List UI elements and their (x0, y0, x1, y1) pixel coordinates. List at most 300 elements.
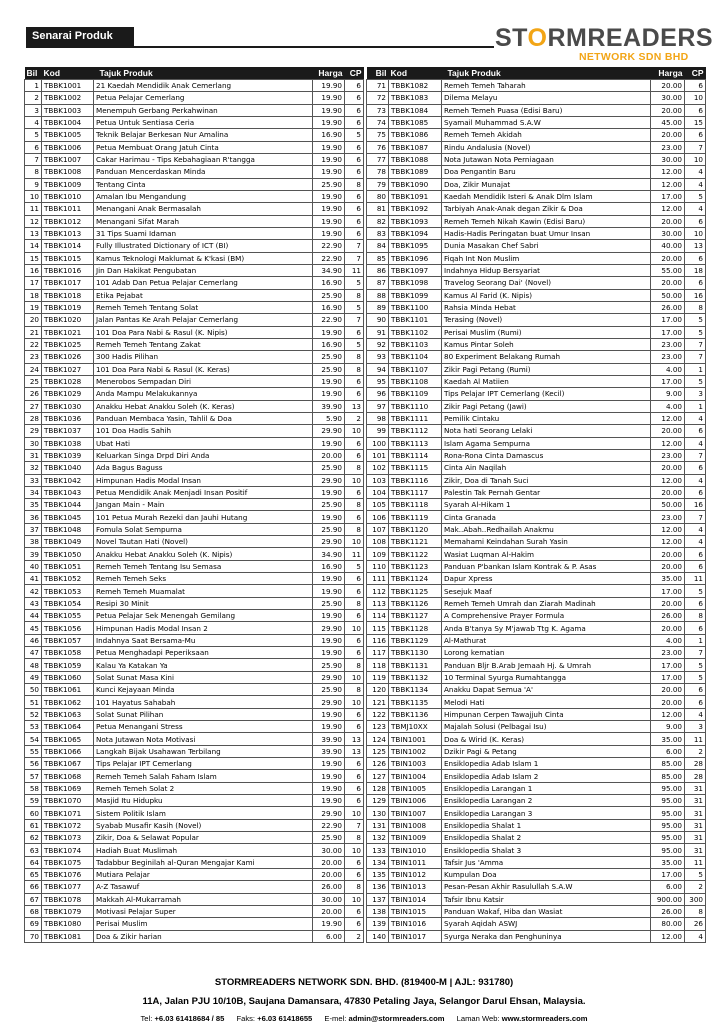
logo-subtitle: NETWORK SDN BHD (579, 51, 689, 63)
cell-kod: TBBK1055 (42, 610, 94, 622)
cell-tajuk: 10 Terminal Syurga Rumahtangga (442, 671, 651, 683)
cell-kod: TBBK1115 (389, 462, 442, 474)
col-header-bil: Bil (367, 67, 389, 80)
cell-bil: 94 (367, 363, 389, 375)
table-row (367, 80, 706, 92)
col-header-kod: Kod (42, 67, 94, 80)
table-row (367, 289, 706, 301)
table-row (367, 869, 706, 881)
cell-bil: 2 (25, 92, 42, 104)
cell-harga: 19.90 (313, 585, 345, 597)
cell-harga: 29.90 (313, 807, 345, 819)
cell-tajuk: Doa Pengantin Baru (442, 166, 651, 178)
cell-bil: 57 (25, 770, 42, 782)
cell-bil: 79 (367, 178, 389, 190)
cell-cp: 6 (345, 486, 364, 498)
cell-cp: 4 (685, 930, 706, 942)
cell-harga: 25.90 (313, 659, 345, 671)
cell-harga: 20.00 (313, 905, 345, 917)
cell-cp: 8 (345, 597, 364, 609)
cell-kod: TBBK1074 (42, 844, 94, 856)
cell-kod: TBBK1089 (389, 166, 442, 178)
cell-kod: TBBK1107 (389, 363, 442, 375)
table-row (25, 573, 364, 585)
cell-cp: 7 (345, 314, 364, 326)
cell-tajuk: Remeh Temeh Solat 2 (94, 782, 313, 794)
table-row (367, 301, 706, 313)
cell-kod: TBBK1127 (389, 610, 442, 622)
table-row (25, 708, 364, 720)
cell-kod: TBBK1054 (42, 597, 94, 609)
cell-cp: 4 (685, 708, 706, 720)
cell-tajuk: Makkah Al-Mukarramah (94, 893, 313, 905)
cell-bil: 17 (25, 277, 42, 289)
cell-bil: 80 (367, 190, 389, 202)
table-row (367, 437, 706, 449)
cell-bil: 122 (367, 708, 389, 720)
cell-kod: TBBK1124 (389, 573, 442, 585)
cell-tajuk: Kamus Al Farid (K. Nipis) (442, 289, 651, 301)
cell-cp: 3 (685, 388, 706, 400)
cell-tajuk: Hadis-Hadis Peringatan buat Umur Insan (442, 227, 651, 239)
cell-kod: TBBK1011 (42, 203, 94, 215)
cell-tajuk: Ensiklopedia Larangan 1 (442, 782, 651, 794)
cell-bil: 109 (367, 548, 389, 560)
cell-cp: 6 (345, 708, 364, 720)
cell-bil: 67 (25, 893, 42, 905)
cell-cp: 11 (685, 573, 706, 585)
cell-harga: 19.90 (313, 388, 345, 400)
table-row (25, 80, 364, 92)
cell-kod: TBBK1005 (42, 129, 94, 141)
table-row (25, 930, 364, 942)
cell-bil: 36 (25, 511, 42, 523)
cell-harga: 12.00 (651, 166, 685, 178)
col-header-cp: CP (685, 67, 706, 80)
cell-cp: 4 (685, 203, 706, 215)
cell-harga: 20.00 (313, 856, 345, 868)
cell-kod: TBBK1045 (42, 511, 94, 523)
cell-tajuk: Amalan Ibu Mengandung (94, 190, 313, 202)
cell-kod: TBBK1044 (42, 499, 94, 511)
cell-tajuk: Tips Pelajar IPT Cemerlang (94, 758, 313, 770)
cell-harga: 29.90 (313, 425, 345, 437)
cell-harga: 35.00 (651, 733, 685, 745)
cell-harga: 20.00 (651, 560, 685, 572)
cell-kod: TBIN1010 (389, 844, 442, 856)
cell-cp: 18 (685, 264, 706, 276)
table-row (25, 819, 364, 831)
section-title: Senarai Produk (32, 30, 113, 42)
cell-harga: 25.90 (313, 523, 345, 535)
table-row (25, 585, 364, 597)
cell-cp: 8 (345, 499, 364, 511)
cell-cp: 6 (685, 462, 706, 474)
cell-harga: 22.90 (313, 314, 345, 326)
cell-cp: 5 (685, 314, 706, 326)
cell-kod: TBIN1006 (389, 795, 442, 807)
cell-tajuk: Zikir Pagi Petang (Rumi) (442, 363, 651, 375)
table-row (367, 782, 706, 794)
cell-harga: 12.00 (651, 203, 685, 215)
cell-kod: TBBK1128 (389, 622, 442, 634)
cell-bil: 6 (25, 141, 42, 153)
header-rule (26, 46, 494, 48)
cell-harga: 40.00 (651, 240, 685, 252)
cell-harga: 19.90 (313, 634, 345, 646)
cell-bil: 118 (367, 659, 389, 671)
cell-kod: TBIN1003 (389, 758, 442, 770)
cell-harga: 19.90 (313, 166, 345, 178)
cell-harga: 4.00 (651, 400, 685, 412)
cell-harga: 19.90 (313, 153, 345, 165)
cell-bil: 72 (367, 92, 389, 104)
cell-harga: 19.90 (313, 573, 345, 585)
cell-cp: 5 (345, 338, 364, 350)
col-header-bil: Bil (25, 67, 42, 80)
cell-cp: 13 (345, 733, 364, 745)
cell-bil: 38 (25, 536, 42, 548)
cell-cp: 5 (685, 869, 706, 881)
table-row (25, 203, 364, 215)
cell-harga: 17.00 (651, 869, 685, 881)
cell-kod: TBBK1077 (42, 881, 94, 893)
cell-kod: TBBK1040 (42, 462, 94, 474)
cell-bil: 12 (25, 215, 42, 227)
cell-kod: TBBK1060 (42, 671, 94, 683)
cell-kod: TBBK1048 (42, 523, 94, 535)
cell-harga: 95.00 (651, 844, 685, 856)
cell-kod: TBBK1110 (389, 400, 442, 412)
table-row (367, 264, 706, 276)
cell-bil: 102 (367, 462, 389, 474)
cell-cp: 10 (345, 844, 364, 856)
cell-harga: 16.90 (313, 277, 345, 289)
cell-tajuk: Indahnya Hidup Bersyariat (442, 264, 651, 276)
table-row (25, 363, 364, 375)
cell-cp: 7 (685, 141, 706, 153)
cell-kod: TBBK1085 (389, 116, 442, 128)
cell-tajuk: Rona-Rona Cinta Damascus (442, 449, 651, 461)
cell-cp: 6 (345, 610, 364, 622)
footer-contact (0, 1014, 728, 1023)
table-row (367, 893, 706, 905)
table-row (25, 696, 364, 708)
cell-tajuk: Anakku Dapat Semua 'A' (442, 684, 651, 696)
cell-tajuk: Hadiah Buat Muslimah (94, 844, 313, 856)
cell-bil: 9 (25, 178, 42, 190)
cell-cp: 13 (345, 745, 364, 757)
cell-harga: 5.90 (313, 412, 345, 424)
cell-tajuk: Zikir, Doa & Selawat Popular (94, 832, 313, 844)
cell-kod: TBIN1002 (389, 745, 442, 757)
cell-tajuk: 31 Tips Suami Idaman (94, 227, 313, 239)
cell-tajuk: Panduan Membaca Yasin, Tahlil & Doa (94, 412, 313, 424)
cell-tajuk: Remeh Temeh Salah Faham Islam (94, 770, 313, 782)
cell-cp: 6 (685, 560, 706, 572)
cell-bil: 107 (367, 523, 389, 535)
table-row (25, 893, 364, 905)
cell-kod: TBBK1075 (42, 856, 94, 868)
cell-cp: 5 (345, 277, 364, 289)
table-row (367, 240, 706, 252)
table-row (25, 844, 364, 856)
cell-bil: 92 (367, 338, 389, 350)
table-row (25, 104, 364, 116)
cell-cp: 1 (685, 400, 706, 412)
cell-bil: 93 (367, 351, 389, 363)
table-row (25, 869, 364, 881)
cell-tajuk: Masjid Itu Hidupku (94, 795, 313, 807)
cell-kod: TBBK1063 (42, 708, 94, 720)
cell-tajuk: Dilema Melayu (442, 92, 651, 104)
cell-tajuk: 101 Doa Para Nabi & Rasul (K. Keras) (94, 363, 313, 375)
cell-tajuk: Syarah Al-Hikam 1 (442, 499, 651, 511)
cell-harga: 12.00 (651, 523, 685, 535)
cell-tajuk: Novel Tautan Hati (Novel) (94, 536, 313, 548)
cell-tajuk: Kalau Ya Katakan Ya (94, 659, 313, 671)
cell-harga: 26.00 (651, 301, 685, 313)
footer-address: 11A, Jalan PJU 10/10B, Saujana Damansara, 47830 Petaling Jaya, Selangor Darul Ehsan, Malaysia. (142, 996, 586, 1007)
cell-kod: TBBK1132 (389, 671, 442, 683)
cell-tajuk: Zikir Pagi Petang (Jawi) (442, 400, 651, 412)
cell-tajuk: Remeh Temeh Tentang Isu Semasa (94, 560, 313, 572)
cell-kod: TBBK1123 (389, 560, 442, 572)
web-label: Laman Web: (456, 1014, 500, 1023)
cell-harga: 12.00 (651, 412, 685, 424)
cell-cp: 11 (685, 856, 706, 868)
cell-cp: 10 (345, 893, 364, 905)
cell-tajuk: Wasiat Luqman Al-Hakim (442, 548, 651, 560)
cell-harga: 25.90 (313, 363, 345, 375)
cell-kod: TBIN1017 (389, 930, 442, 942)
cell-harga: 85.00 (651, 770, 685, 782)
cell-bil: 59 (25, 795, 42, 807)
cell-tajuk: Perisai Muslim (Rumi) (442, 326, 651, 338)
cell-cp: 6 (345, 918, 364, 930)
cell-harga: 12.00 (651, 536, 685, 548)
cell-cp: 6 (345, 166, 364, 178)
table-row (367, 721, 706, 733)
cell-harga: 55.00 (651, 264, 685, 276)
cell-tajuk: Menempuh Gerbang Perkahwinan (94, 104, 313, 116)
table-row (367, 190, 706, 202)
cell-bil: 91 (367, 326, 389, 338)
cell-tajuk: Langkah Bijak Usahawan Terbilang (94, 745, 313, 757)
cell-kod: TBBK1061 (42, 684, 94, 696)
cell-bil: 14 (25, 240, 42, 252)
cell-tajuk: Indahnya Saat Bersama-Mu (94, 634, 313, 646)
email-link[interactable]: admin@stormreaders.com (348, 1014, 445, 1023)
table-row (25, 782, 364, 794)
cell-kod: TBBK1117 (389, 486, 442, 498)
cell-kod: TBIN1004 (389, 770, 442, 782)
cell-tajuk: Nota hati Seorang Lelaki (442, 425, 651, 437)
cell-bil: 134 (367, 856, 389, 868)
cell-kod: TBBK1021 (42, 326, 94, 338)
cell-harga: 39.90 (313, 745, 345, 757)
table-row (25, 116, 364, 128)
cell-cp: 6 (685, 80, 706, 92)
cell-tajuk: Majalah Solusi (Pelbagai Isu) (442, 721, 651, 733)
cell-cp: 8 (345, 289, 364, 301)
cell-bil: 82 (367, 215, 389, 227)
cell-tajuk: Dzikir Pagi & Petang (442, 745, 651, 757)
cell-tajuk: Nota Jutawan Nota Motivasi (94, 733, 313, 745)
cell-harga: 20.00 (651, 215, 685, 227)
cell-cp: 6 (685, 696, 706, 708)
cell-bil: 60 (25, 807, 42, 819)
cell-cp: 11 (685, 733, 706, 745)
cell-bil: 26 (25, 388, 42, 400)
cell-kod: TBBK1007 (42, 153, 94, 165)
cell-kod: TBBK1003 (42, 104, 94, 116)
cell-tajuk: Sistem Politik Islam (94, 807, 313, 819)
table-row (367, 795, 706, 807)
cell-tajuk: Tips Pelajar IPT Cemerlang (Kecil) (442, 388, 651, 400)
cell-cp: 7 (345, 819, 364, 831)
table-row (25, 301, 364, 313)
cell-cp: 10 (685, 92, 706, 104)
cell-tajuk: Doa & Zikir harian (94, 930, 313, 942)
cell-bil: 44 (25, 610, 42, 622)
cell-harga: 12.00 (651, 708, 685, 720)
cell-cp: 8 (685, 905, 706, 917)
cell-harga: 19.90 (313, 326, 345, 338)
cell-harga: 6.00 (651, 745, 685, 757)
cell-bil: 131 (367, 819, 389, 831)
cell-harga: 19.90 (313, 437, 345, 449)
web-link[interactable]: www.stormreaders.com (501, 1014, 588, 1023)
cell-harga: 900.00 (651, 893, 685, 905)
cell-kod: TBBK1078 (42, 893, 94, 905)
cell-harga: 35.00 (651, 856, 685, 868)
cell-tajuk: Petua Pelajar Cemerlang (94, 92, 313, 104)
table-row (367, 585, 706, 597)
cell-cp: 7 (345, 240, 364, 252)
cell-harga: 25.90 (313, 684, 345, 696)
cell-tajuk: Nota Jutawan Nota Perniagaan (442, 153, 651, 165)
cell-bil: 19 (25, 301, 42, 313)
cell-harga: 20.00 (313, 449, 345, 461)
cell-tajuk: Remeh Temeh Nikah Kawin (Edisi Baru) (442, 215, 651, 227)
cell-kod: TBBK1122 (389, 548, 442, 560)
cell-cp: 7 (685, 511, 706, 523)
cell-cp: 6 (345, 585, 364, 597)
cell-bil: 73 (367, 104, 389, 116)
cell-bil: 78 (367, 166, 389, 178)
cell-kod: TBBK1080 (42, 918, 94, 930)
cell-bil: 7 (25, 153, 42, 165)
table-row (25, 597, 364, 609)
cell-bil: 128 (367, 782, 389, 794)
cell-tajuk: 101 Petua Murah Rezeki dan Jauhi Hutang (94, 511, 313, 523)
cell-harga: 20.00 (651, 548, 685, 560)
cell-cp: 13 (345, 400, 364, 412)
cell-harga: 39.90 (313, 400, 345, 412)
cell-harga: 19.90 (313, 758, 345, 770)
cell-bil: 112 (367, 585, 389, 597)
cell-cp: 6 (345, 215, 364, 227)
cell-tajuk: Panduan Mencerdaskan Minda (94, 166, 313, 178)
table-row (367, 597, 706, 609)
cell-harga: 23.00 (651, 449, 685, 461)
cell-harga: 23.00 (651, 351, 685, 363)
table-row (367, 178, 706, 190)
cell-bil: 32 (25, 462, 42, 474)
cell-harga: 26.00 (651, 905, 685, 917)
table-row (367, 622, 706, 634)
col-header-kod: Kod (389, 67, 442, 80)
table-row (367, 499, 706, 511)
cell-cp: 6 (685, 277, 706, 289)
cell-bil: 86 (367, 264, 389, 276)
cell-tajuk: 101 Doa Para Nabi & Rasul (K. Nipis) (94, 326, 313, 338)
cell-tajuk: Remeh Temeh Seks (94, 573, 313, 585)
cell-cp: 6 (685, 597, 706, 609)
cell-tajuk: A Comprehensive Prayer Formula (442, 610, 651, 622)
table-row (25, 560, 364, 572)
cell-kod: TBBK1092 (389, 203, 442, 215)
cell-kod: TBBK1079 (42, 905, 94, 917)
cell-harga: 29.90 (313, 696, 345, 708)
cell-tajuk: Tentang Cinta (94, 178, 313, 190)
cell-harga: 26.00 (651, 610, 685, 622)
cell-bil: 106 (367, 511, 389, 523)
cell-tajuk: Jalan Pantas Ke Arah Pelajar Cemerlang (94, 314, 313, 326)
cell-harga: 22.90 (313, 819, 345, 831)
cell-cp: 4 (685, 178, 706, 190)
cell-bil: 115 (367, 622, 389, 634)
table-row (25, 277, 364, 289)
cell-kod: TBIN1012 (389, 869, 442, 881)
cell-bil: 85 (367, 252, 389, 264)
table-row (25, 351, 364, 363)
cell-harga: 23.00 (651, 511, 685, 523)
table-row (367, 548, 706, 560)
table-row (25, 437, 364, 449)
table-row (367, 215, 706, 227)
cell-harga: 19.90 (313, 80, 345, 92)
cell-cp: 6 (345, 647, 364, 659)
cell-tajuk: Sesejuk Maaf (442, 585, 651, 597)
table-row (367, 523, 706, 535)
cell-kod: TBBK1098 (389, 277, 442, 289)
cell-harga: 17.00 (651, 326, 685, 338)
cell-kod: TBBK1020 (42, 314, 94, 326)
cell-kod: TBBK1113 (389, 437, 442, 449)
cell-cp: 10 (345, 622, 364, 634)
cell-bil: 136 (367, 881, 389, 893)
cell-bil: 29 (25, 425, 42, 437)
cell-bil: 116 (367, 634, 389, 646)
cell-tajuk: Anakku Hebat Anakku Soleh (K. Keras) (94, 400, 313, 412)
table-row (367, 807, 706, 819)
cell-tajuk: Syabab Musafir Kasih (Novel) (94, 819, 313, 831)
table-row (367, 659, 706, 671)
cell-tajuk: A-Z Tasawuf (94, 881, 313, 893)
cell-tajuk: Cinta Ain Naqilah (442, 462, 651, 474)
cell-tajuk: Panduan Wakaf, Hiba dan Wasiat (442, 905, 651, 917)
cell-bil: 140 (367, 930, 389, 942)
cell-kod: TBBK1135 (389, 696, 442, 708)
cell-cp: 31 (685, 844, 706, 856)
cell-kod: TBBK1090 (389, 178, 442, 190)
tel-label: Tel: (140, 1014, 153, 1023)
cell-cp: 4 (685, 166, 706, 178)
table-row (25, 375, 364, 387)
col-header-tajuk: Tajuk Produk (442, 67, 651, 80)
